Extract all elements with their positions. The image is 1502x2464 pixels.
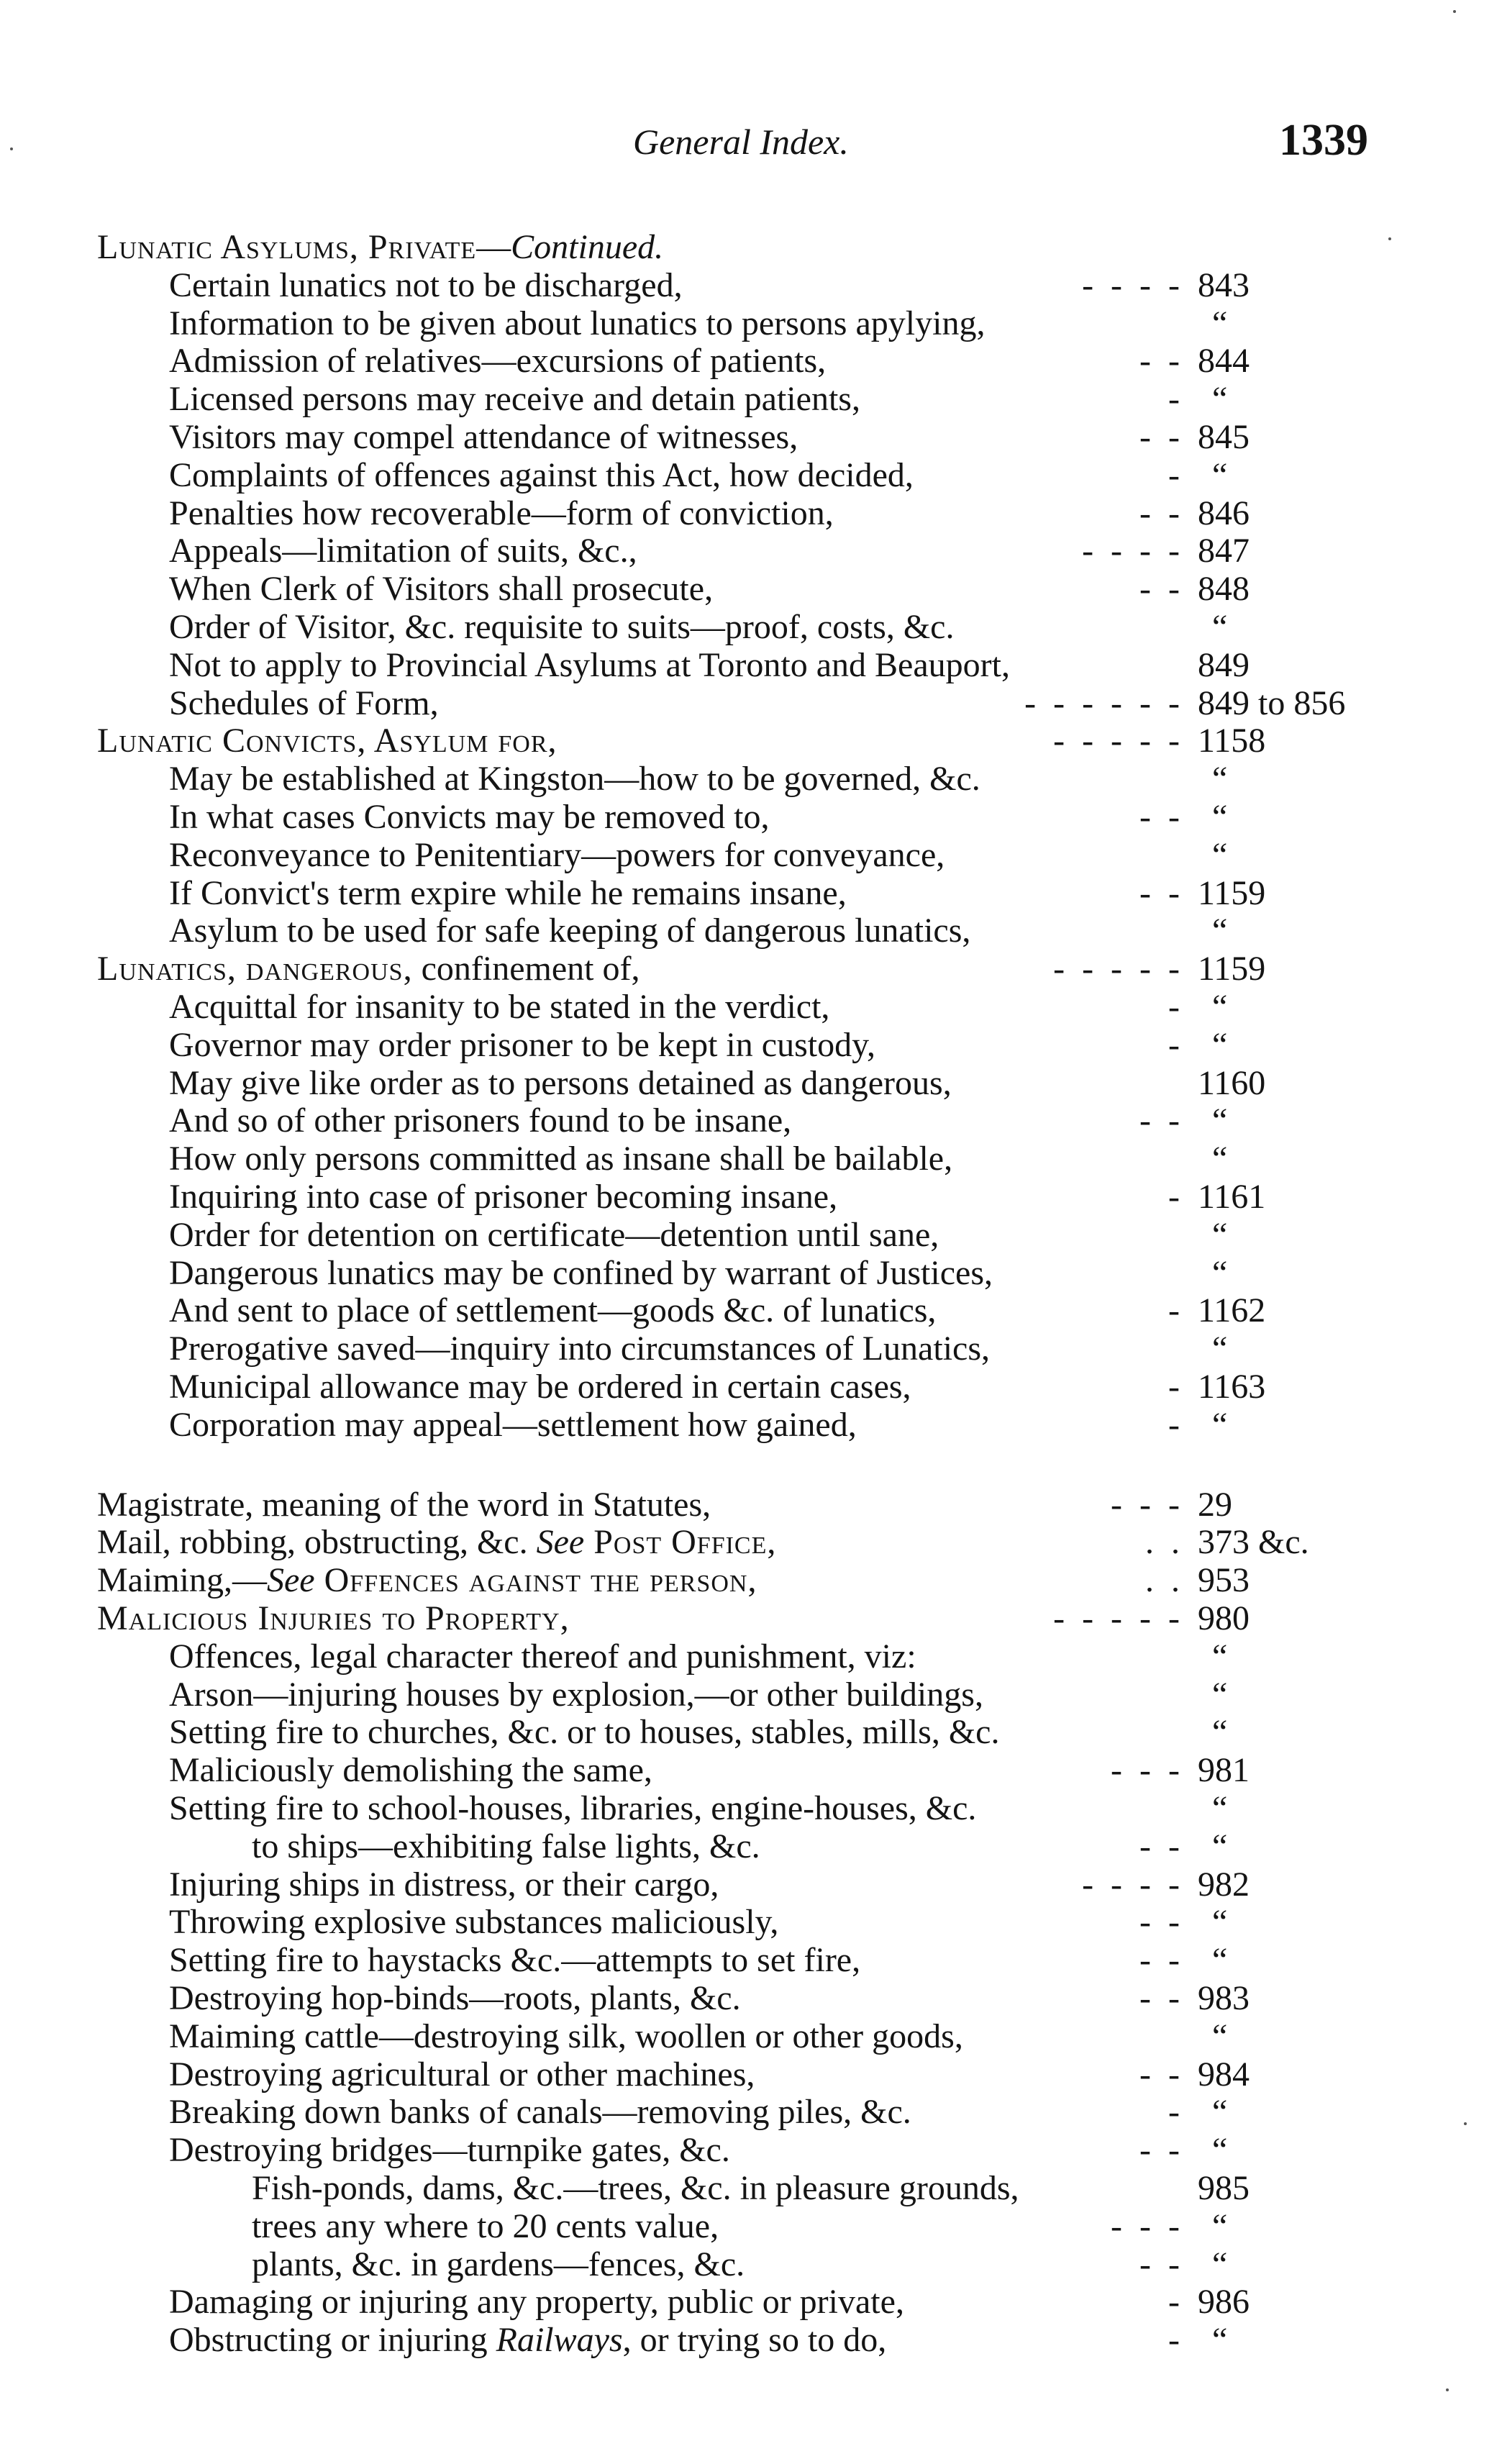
index-entry: [169, 609, 954, 646]
entry-text: Fish-ponds, dams, &c.—trees, &c. in pleasure grounds,: [252, 2169, 1019, 2207]
index-entry: [169, 837, 945, 874]
index-entry: [169, 2132, 730, 2169]
index-entry: [169, 532, 637, 570]
index-line: [0, 381, 1502, 418]
entry-text: Damaging or injuring any property, public or private,: [169, 2283, 904, 2321]
dot-leader: - -: [1139, 570, 1180, 608]
dot-leader: -: [1168, 2093, 1180, 2131]
dot-leader: -: [1168, 380, 1180, 418]
index-line: [0, 1524, 1502, 1561]
page-reference: “: [1212, 1406, 1228, 1444]
index-line: [0, 2094, 1502, 2131]
index-line: [0, 570, 1502, 608]
page-reference: 1162: [1198, 1291, 1266, 1329]
entry-text: Injuring ships in distress, or their cargo,: [169, 1865, 719, 1904]
entry-text: , or trying so to do,: [622, 2321, 887, 2359]
page-reference: 373 &c.: [1198, 1523, 1309, 1561]
index-line: [0, 419, 1502, 456]
index-line: [0, 685, 1502, 722]
index-entry: [169, 1866, 719, 1904]
entry-text: Setting fire to churches, &c. or to houses, stables, mills, &c.: [169, 1713, 1000, 1751]
dot-leader: - -: [1139, 1827, 1180, 1865]
entry-text: Offences against the person,: [314, 1561, 757, 1599]
index-entry: [252, 2208, 719, 2245]
entry-text: Inquiring into case of prisoner becoming insane,: [169, 1178, 838, 1216]
index-entry: [169, 2094, 911, 2131]
index-entry: [169, 1255, 993, 1292]
entry-text: How only persons committed as insane shall be bailable,: [169, 1140, 953, 1178]
entry-text: See: [536, 1523, 585, 1561]
entry-text: Complaints of offences against this Act, how decided,: [169, 456, 914, 494]
entry-text: Asylum to be used for safe keeping of dangerous lunatics,: [169, 912, 971, 950]
page-reference: “: [1212, 1254, 1228, 1292]
index-entry: [169, 342, 826, 380]
dot-leader: - -: [1139, 2245, 1180, 2283]
page-reference: 1159: [1198, 874, 1266, 912]
dot-leader: - - - - -: [1053, 1599, 1180, 1637]
page-reference: “: [1212, 1140, 1228, 1178]
index-entry: [169, 570, 713, 608]
entry-text: And sent to place of settlement—goods &c. of lunatics,: [169, 1291, 937, 1329]
index-line: [0, 2132, 1502, 2169]
page-reference: “: [1212, 1676, 1228, 1714]
index-line: [0, 760, 1502, 798]
index-line: [0, 1562, 1502, 1599]
index-line: [0, 1638, 1502, 1676]
index-line: [0, 305, 1502, 342]
page-reference: “: [1212, 1789, 1228, 1827]
dot-leader: - -: [1139, 2131, 1180, 2169]
dot-leader: - - - - -: [1053, 950, 1180, 988]
index-line: [0, 342, 1502, 380]
dot-leader: - -: [1139, 1941, 1180, 1979]
index-line: [0, 229, 1502, 266]
entry-text: Destroying bridges—turnpike gates, &c.: [169, 2131, 730, 2169]
page-reference: “: [1212, 1827, 1228, 1865]
entry-text: Appeals—limitation of suits, &c.,: [169, 532, 637, 570]
index-entry: [97, 1562, 757, 1599]
entry-text: Malicious Injuries to Property,: [97, 1599, 570, 1637]
index-entry: [97, 1524, 776, 1561]
index-entry: [169, 1292, 936, 1329]
entry-text: to ships—exhibiting false lights, &c.: [252, 1827, 760, 1865]
dot-leader: - -: [1139, 1903, 1180, 1941]
index-entry: [97, 229, 663, 266]
index-entry: [169, 305, 985, 342]
entry-text: trees any where to 20 cents value,: [252, 2207, 719, 2245]
entry-text: Post Office,: [584, 1523, 777, 1561]
index-line: [0, 1866, 1502, 1904]
entry-text: Prerogative saved—inquiry into circumstances of Lunatics,: [169, 1329, 991, 1368]
entry-text: Municipal allowance may be ordered in certain cases,: [169, 1368, 911, 1406]
index-entry: [169, 1368, 911, 1406]
dot-leader: -: [1168, 1291, 1180, 1329]
entry-text: Reconveyance to Penitentiary—powers for conveyance,: [169, 836, 945, 874]
dot-leader: - - - -: [1082, 532, 1180, 570]
entry-text: Lunatic Convicts, Asylum for,: [97, 722, 557, 760]
entry-text: Licensed persons may receive and detain patients,: [169, 380, 860, 418]
dot-leader: -: [1168, 456, 1180, 494]
index-line: [0, 1942, 1502, 1979]
entry-text: Lunatics, dangerous,: [97, 950, 413, 988]
index-line: [0, 1406, 1502, 1444]
page-reference: “: [1212, 836, 1228, 874]
index-line: [0, 1980, 1502, 2017]
entry-text: Penalties how recoverable—form of conviction,: [169, 494, 834, 532]
entry-text: Order for detention on certificate—detention until sane,: [169, 1216, 939, 1254]
index-line: [0, 1330, 1502, 1368]
entry-text: Railways: [496, 2321, 623, 2359]
entry-text: See: [267, 1561, 315, 1599]
entry-text: Corporation may appeal—settlement how gained,: [169, 1406, 857, 1444]
page-reference: 1161: [1198, 1178, 1266, 1216]
entry-text: Breaking down banks of canals—removing piles, &c.: [169, 2093, 911, 2131]
page-reference: “: [1212, 1216, 1228, 1254]
page-reference: 849 to 856: [1198, 684, 1346, 722]
scan-speck: [1453, 10, 1456, 13]
index-entry: [169, 2018, 963, 2055]
index-entry: [169, 2056, 755, 2094]
dot-leader: -: [1168, 2321, 1180, 2359]
page-reference: “: [1212, 608, 1228, 646]
index-line: [0, 1255, 1502, 1292]
index-line: [0, 1102, 1502, 1140]
dot-leader: -: [1168, 1178, 1180, 1216]
page-reference: “: [1212, 2321, 1228, 2359]
dot-leader: - -: [1139, 2055, 1180, 2094]
index-line: [0, 532, 1502, 570]
page-reference: 953: [1198, 1561, 1250, 1599]
dot-leader: - -: [1139, 494, 1180, 532]
dot-leader: - - -: [1111, 2207, 1180, 2245]
page-reference: 844: [1198, 342, 1250, 380]
index-line: [0, 647, 1502, 684]
dot-leader: - -: [1139, 874, 1180, 912]
page-reference: “: [1212, 912, 1228, 950]
index-entry: [169, 495, 834, 532]
index-line: [0, 1217, 1502, 1254]
index-line: [0, 1790, 1502, 1827]
page-reference: 843: [1198, 266, 1250, 304]
entry-text: Schedules of Form,: [169, 684, 439, 722]
index-line: [0, 2246, 1502, 2283]
entry-text: Setting fire to school-houses, libraries, engine-houses, &c.: [169, 1789, 977, 1827]
page-reference: “: [1212, 2093, 1228, 2131]
entry-text: Information to be given about lunatics to persons apylying,: [169, 304, 986, 342]
index-line: [0, 1368, 1502, 1406]
running-title: General Index.: [633, 122, 849, 162]
page-reference: 986: [1198, 2283, 1250, 2321]
dot-leader: - -: [1139, 342, 1180, 380]
entry-text: Dangerous lunatics may be confined by warrant of Justices,: [169, 1254, 993, 1292]
index-line: [0, 457, 1502, 494]
page-reference: “: [1212, 1101, 1228, 1140]
index-line: [0, 2322, 1502, 2359]
index-line: [0, 912, 1502, 950]
page-reference: “: [1212, 1713, 1228, 1751]
dot-leader: -: [1168, 1406, 1180, 1444]
page-reference: “: [1212, 2017, 1228, 2055]
index-entry: [252, 2246, 745, 2283]
dot-leader: - -: [1139, 798, 1180, 836]
entry-text: —: [476, 228, 511, 266]
entry-text: Destroying hop-binds—roots, plants, &c.: [169, 1979, 741, 2017]
index-entry: [169, 1980, 741, 2017]
dot-leader: - -: [1139, 1101, 1180, 1140]
index-entry: [169, 799, 769, 836]
index-line: [0, 875, 1502, 912]
index-line: [0, 2170, 1502, 2207]
entry-text: plants, &c. in gardens—fences, &c.: [252, 2245, 745, 2283]
index-entry: [97, 1486, 711, 1524]
page-reference: 983: [1198, 1979, 1250, 2017]
index-entry: [169, 1217, 939, 1254]
index-line: [0, 1486, 1502, 1524]
dot-leader: -: [1168, 988, 1180, 1026]
dot-leader: . .: [1145, 1523, 1180, 1561]
index-line: [0, 988, 1502, 1026]
page-reference: 980: [1198, 1599, 1250, 1637]
entry-text: May give like order as to persons detained as dangerous,: [169, 1064, 952, 1102]
index-entry: [169, 1904, 778, 1941]
index-entry: [97, 950, 640, 988]
index-line: [0, 609, 1502, 646]
page-reference: 1163: [1198, 1368, 1266, 1406]
index-entry: [169, 647, 1010, 684]
entry-text: Certain lunatics not to be discharged,: [169, 266, 683, 304]
index-line: [0, 2208, 1502, 2245]
entry-text: Visitors may compel attendance of witnesses,: [169, 418, 798, 456]
index-entry: [169, 1942, 860, 1979]
entry-text: Offences, legal character thereof and punishment, viz:: [169, 1637, 916, 1676]
page-reference: “: [1212, 1329, 1228, 1368]
entry-text: Obstructing or injuring: [169, 2321, 496, 2359]
page-reference: 845: [1198, 418, 1250, 456]
dot-leader: -: [1168, 1026, 1180, 1064]
entry-text: If Convict's term expire while he remains insane,: [169, 874, 847, 912]
index-entry: [169, 1027, 875, 1064]
page-reference: “: [1212, 380, 1228, 418]
index-entry: [169, 457, 914, 494]
page-reference: “: [1212, 304, 1228, 342]
entry-text: Continued.: [511, 228, 664, 266]
entry-text: Not to apply to Provincial Asylums at Toronto and Beauport,: [169, 646, 1010, 684]
index-entry: [169, 1406, 857, 1444]
page-reference: 849: [1198, 646, 1250, 684]
index-entry: [169, 1714, 999, 1751]
index-line: [0, 1904, 1502, 1941]
index-entry: [252, 2170, 1019, 2207]
page-reference: “: [1212, 760, 1228, 798]
scan-speck: [1388, 237, 1391, 240]
index-entry: [169, 1790, 976, 1827]
index-entry: [169, 875, 847, 912]
index-entry: [252, 1828, 760, 1865]
entry-text: Throwing explosive substances maliciously,: [169, 1903, 779, 1941]
page-reference: “: [1212, 1903, 1228, 1941]
index-entry: [169, 1102, 791, 1140]
entry-text: When Clerk of Visitors shall prosecute,: [169, 570, 714, 608]
index-line: [0, 722, 1502, 760]
index-line: [0, 2283, 1502, 2321]
entry-text: Governor may order prisoner to be kept in custody,: [169, 1026, 875, 1064]
entry-text: And so of other prisoners found to be insane,: [169, 1101, 792, 1140]
dot-leader: - - - - -: [1053, 722, 1180, 760]
index-entry: [169, 1140, 952, 1178]
entry-text: confinement of,: [412, 950, 640, 988]
entry-text: Admission of relatives—excursions of patients,: [169, 342, 827, 380]
dot-leader: . .: [1145, 1561, 1180, 1599]
index-line: [0, 1292, 1502, 1329]
index-line: [0, 1027, 1502, 1064]
index-line: [0, 1714, 1502, 1751]
page-reference: 1160: [1198, 1064, 1266, 1102]
entry-text: May be established at Kingston—how to be governed, &c.: [169, 760, 980, 798]
index-entry: [169, 1065, 952, 1102]
index-entry: [169, 685, 439, 722]
index-line: [0, 950, 1502, 988]
entry-text: Lunatic Asylums, Private: [97, 228, 477, 266]
index-entry: [97, 722, 557, 760]
page-reference: “: [1212, 2245, 1228, 2283]
index-entry: [169, 1330, 990, 1368]
dot-leader: - - - -: [1082, 1865, 1180, 1904]
entry-text: Maliciously demolishing the same,: [169, 1751, 652, 1789]
dot-leader: - - - - - -: [1024, 684, 1180, 722]
index-entry: [169, 419, 798, 456]
scan-speck: [10, 147, 13, 150]
page-reference: “: [1212, 798, 1228, 836]
page-reference: 29: [1198, 1486, 1232, 1524]
entry-text: Mail, robbing, obstructing, &c.: [97, 1523, 537, 1561]
entry-text: Maiming cattle—destroying silk, woollen or other goods,: [169, 2017, 963, 2055]
entry-text: Setting fire to haystacks &c.—attempts to set fire,: [169, 1941, 861, 1979]
index-entry: [169, 912, 970, 950]
dot-leader: -: [1168, 1368, 1180, 1406]
index-line: [0, 267, 1502, 304]
page-reference: 1159: [1198, 950, 1266, 988]
dot-leader: - - - -: [1082, 266, 1180, 304]
page-reference: 847: [1198, 532, 1250, 570]
page-reference: 1158: [1198, 722, 1266, 760]
page-reference: “: [1212, 2207, 1228, 2245]
page-reference: “: [1212, 456, 1228, 494]
index-entry: [169, 988, 829, 1026]
index-entry: [169, 1178, 837, 1216]
scan-speck: [1464, 2122, 1467, 2125]
page-reference: 984: [1198, 2055, 1250, 2094]
index-line: [0, 799, 1502, 836]
page-number: 1339: [1279, 116, 1368, 165]
index-line: [0, 2018, 1502, 2055]
index-line: [0, 1676, 1502, 1714]
index-line: [0, 1752, 1502, 1789]
page-reference: 982: [1198, 1865, 1250, 1904]
index-entry: [169, 381, 860, 418]
dot-leader: - -: [1139, 1979, 1180, 2017]
index-entry: [169, 1752, 652, 1789]
page-reference: “: [1212, 1026, 1228, 1064]
page-reference: 848: [1198, 570, 1250, 608]
index-entry: [169, 760, 980, 798]
index-line: [0, 837, 1502, 874]
dot-leader: - - -: [1111, 1486, 1180, 1524]
index-entry: [97, 1600, 570, 1637]
page-reference: 985: [1198, 2169, 1250, 2207]
index-line: [0, 1178, 1502, 1216]
page-reference: “: [1212, 1941, 1228, 1979]
index-line: [0, 1828, 1502, 1865]
dot-leader: - - -: [1111, 1751, 1180, 1789]
index-line: [0, 495, 1502, 532]
scan-speck: [1446, 2388, 1449, 2391]
index-entry: [169, 2322, 886, 2359]
index-entry: [169, 267, 683, 304]
index-line: [0, 1140, 1502, 1178]
entry-text: Maiming,—: [97, 1561, 267, 1599]
page-reference: 846: [1198, 494, 1250, 532]
entry-text: Destroying agricultural or other machines,: [169, 2055, 755, 2094]
index-line: [0, 2056, 1502, 2094]
page-reference: 981: [1198, 1751, 1250, 1789]
page-reference: “: [1212, 2131, 1228, 2169]
entry-text: In what cases Convicts may be removed to,: [169, 798, 770, 836]
page-reference: “: [1212, 1637, 1228, 1676]
dot-leader: - -: [1139, 418, 1180, 456]
entry-text: Acquittal for insanity to be stated in the verdict,: [169, 988, 830, 1026]
entry-text: Order of Visitor, &c. requisite to suits—proof, costs, &c.: [169, 608, 955, 646]
dot-leader: -: [1168, 2283, 1180, 2321]
entry-text: Arson—injuring houses by explosion,—or other buildings,: [169, 1676, 983, 1714]
index-entry: [169, 1638, 916, 1676]
index-entry: [169, 1676, 983, 1714]
page-reference: “: [1212, 988, 1228, 1026]
index-entry: [169, 2283, 904, 2321]
entry-text: Magistrate, meaning of the word in Statutes,: [97, 1486, 711, 1524]
index-line: [0, 1600, 1502, 1637]
index-line: [0, 1065, 1502, 1102]
